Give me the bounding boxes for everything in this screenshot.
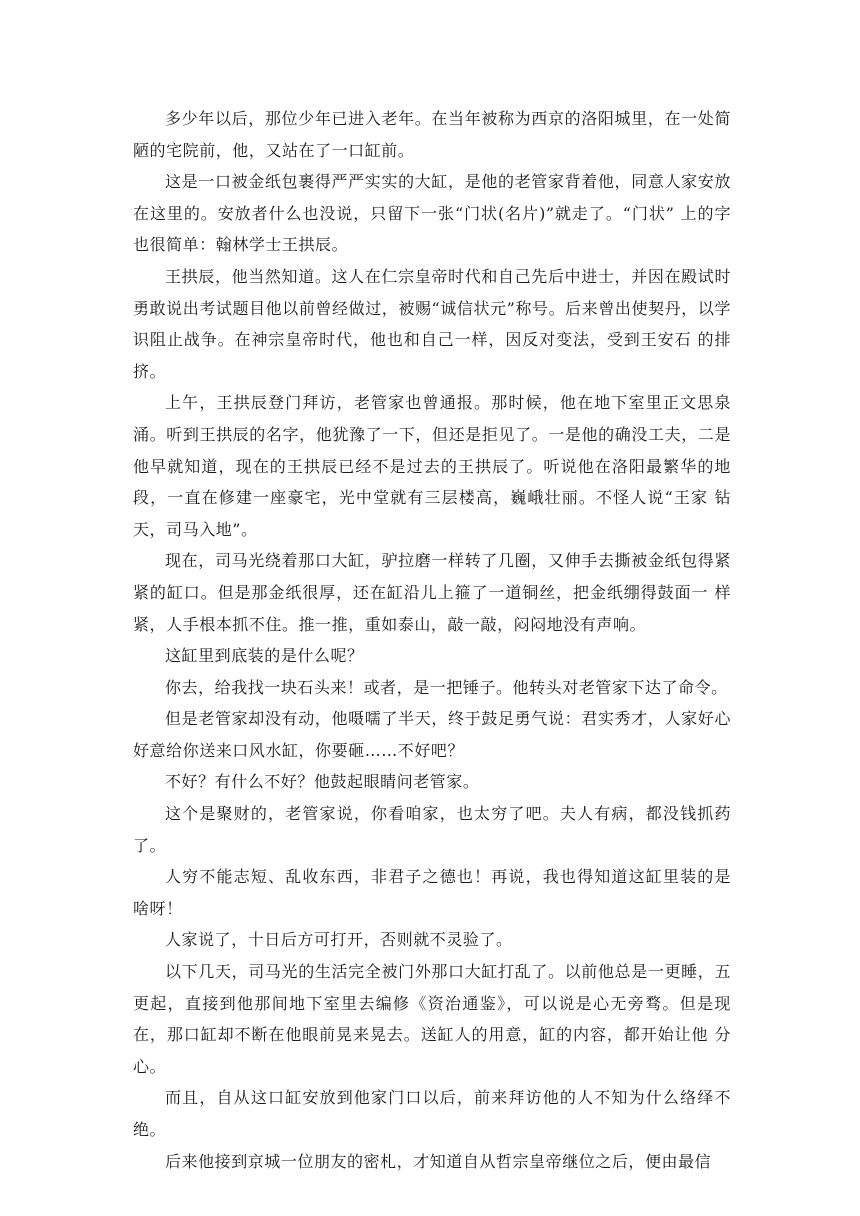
- paragraph: 而且，自从这口缸安放到他家门口以后，前来拜访他的人不知为什么络绎不绝。: [133, 1088, 731, 1139]
- paragraph: 这是一口被金纸包裹得严严实实的大缸，是他的老管家背着他，同意人家安放在这里的。安放者什么也没说，只留下一张“门状(名片)”就走了。“门状” 上的字也很简单：翰林学士王拱辰。: [133, 172, 731, 255]
- paragraph: 后来他接到京城一位朋友的密札，才知道自从哲宗皇帝继位之后，便由最信: [165, 1151, 712, 1171]
- paragraph: 你去，给我找一块石头来！或者，是一把锤子。他转头对老管家下达了命令。: [165, 677, 728, 697]
- paragraph: 以下几天，司马光的生活完全被门外那口大缸打乱了。以前他总是一更睡，五更起，直接到他那间地下室里去编修《资治通鉴》，可以说是心无旁骛。但是现在，那口缸却不断在他眼前晃来晃去。送缸人的用意，缸的内容，都开始让他 分心。: [133, 962, 731, 1076]
- paragraph: 人穷不能志短、乱收东西，非君子之德也！再说，我也得知道这缸里装的是 啥呀！: [133, 867, 731, 918]
- paragraph: 上午，王拱辰登门拜访，老管家也曾通报。那时候，他在地下室里正文思泉 涌。听到王拱辰的名字，他犹豫了一下，但还是拒见了。一是他的确没工夫，二是他早就知道，现在的王拱辰已经不是过去的王拱辰了。听说他在洛阳最繁华的地段，一直在修建一座豪宅，光中堂就有三层楼高，巍峨壮丽。不怪人说“王家 钻天，司马入地”。: [133, 393, 731, 539]
- document-page: [133, 103, 731, 1177]
- paragraph: 多少年以后，那位少年已进入老年。在当年被称为西京的洛阳城里，在一处简陋的宅院前，他，又站在了一口缸前。: [133, 109, 731, 160]
- paragraph: 不好？有什么不好？他鼓起眼睛问老管家。: [165, 772, 480, 792]
- paragraph: 但是老管家却没有动，他嗫嚅了半天，终于鼓足勇气说：君实秀才，人家好心好意给你送来口风水缸，你要砸……不好吧？: [133, 709, 731, 760]
- paragraph: 现在，司马光绕着那口大缸，驴拉磨一样转了几圈，又伸手去撕被金纸包得紧紧的缸口。但是那金纸很厚，还在缸沿儿上箍了一道铜丝，把金纸绷得鼓面一 样紧，人手根本抓不住。推一推，重如泰山，敲一敲，闷闷地没有声响。: [133, 551, 731, 634]
- paragraph: 人家说了，十日后方可打开，否则就不灵验了。: [165, 930, 513, 950]
- paragraph: 这个是聚财的，老管家说，你看咱家，也太穷了吧。夫人有病，都没钱抓药了。: [133, 804, 731, 855]
- paragraph: 这缸里到底装的是什么呢？: [165, 646, 364, 666]
- paragraph: 王拱辰，他当然知道。这人在仁宗皇帝时代和自己先后中进士，并因在殿试时勇敢说出考试题目他以前曾经做过，被赐“诚信状元”称号。后来曾出使契丹，以学识阻止战争。在神宗皇帝时代，他也和自己一样，因反对变法，受到王安石 的排挤。: [133, 266, 731, 381]
